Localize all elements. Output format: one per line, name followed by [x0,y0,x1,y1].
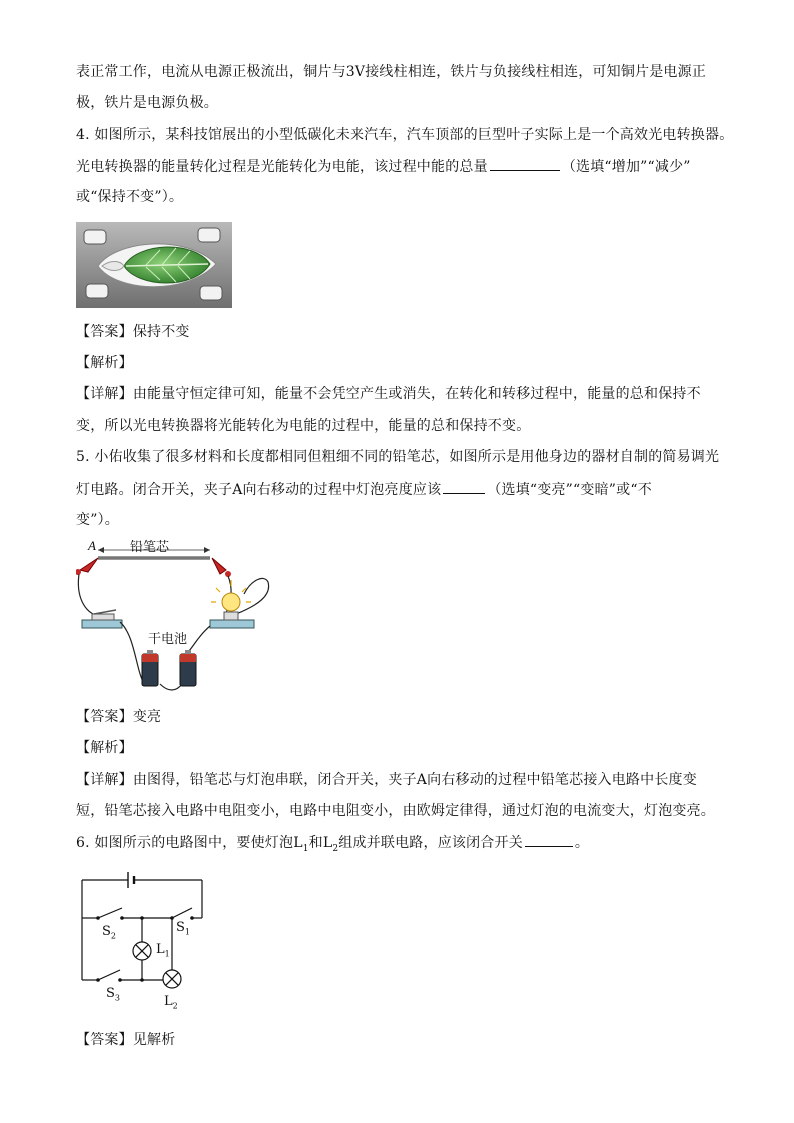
q6-stem-text-c: 组成并联电路，应该闭合开关 [338,835,523,851]
battery-label: 干电池 [148,632,188,647]
q4-answer-line [76,322,190,342]
q4-detail-line-1 [76,384,701,404]
lamp-l1-label: $L_1$ [156,942,170,959]
q5-stem-text-b: （选填“变亮”“变暗”或“不 [487,482,652,498]
q5-detail-line-1 [76,770,697,790]
q4-detail-text: 由能量守恒定律可知，能量不会凭空产生或消失，在转化和转移过程中，能量的总和保持不 [132,386,701,402]
q6-answer: 见解析 [132,1032,176,1048]
q4-detail-line-2: 变，所以光电转换器将光能转化为电能的过程中，能量的总和保持不变。 [76,418,531,434]
q5-analysis-tag: 【解析】 [76,740,133,756]
q4-stem-text-b: （选填“增加”“减少” [561,159,691,175]
q5-stem-line-1: 5. 小佑收集了很多材料和长度都相同但粗细不同的铅笔芯，如图所示是用他身边的器材自制的简易调光 [76,449,720,465]
detail-tag: 【详解】 [76,772,133,788]
answer-tag: 【答案】 [76,1032,133,1048]
q4-stem-line-3: 或“保持不变”）。 [76,189,184,205]
q6-answer-blank[interactable] [525,832,573,847]
circuit-drawing [76,866,216,1016]
q6-stem-line [76,832,589,859]
detail-tag: 【详解】 [76,386,133,402]
q5-answer-line [76,707,161,727]
answer-tag: 【答案】 [76,709,133,725]
answer-tag: 【答案】 [76,324,133,340]
parallel-circuit-diagram [76,866,216,1016]
q5-answer: 变亮 [132,709,162,725]
switch-s2-label: $S_2$ [102,924,116,941]
clip-a-label: A [88,538,96,553]
q4-stem-text-a: 光电转换器的能量转化过程是光能转化为电能，该过程中能的总量 [76,159,488,175]
q3-text-line-1: 表正常工作，电流从电源正极流出，铜片与3V接线柱相连，铁片与负接线柱相连，可知铜片是电源正 [76,64,707,80]
q6-stem-text-b: 和L [308,835,333,851]
q5-stem-line-2 [76,479,652,500]
dimmer-circuit-figure [76,536,276,692]
leaf-car-image [76,222,232,308]
lamp-l2-label: $L_2$ [164,994,178,1011]
q6-stem-text-d: 。 [574,835,590,851]
q6-stem-text-a: 6. 如图所示的电路图中，要使灯泡L [76,835,303,851]
q5-detail-line-2: 短，铅笔芯接入电路中电阻变小，电路中电阻变小，由欧姆定律得，通过灯泡的电流变大，灯泡变亮。 [76,803,715,819]
q4-answer: 保持不变 [132,324,190,340]
q5-stem-line-3: 变”）。 [76,512,119,528]
switch-s3-label: $S_3$ [106,986,120,1003]
switch-s1-label: $S_1$ [176,920,190,937]
pencil-lead-label: 铅笔芯 [130,540,170,555]
q6-stem-sub-1: 1 [302,843,309,854]
dimmer-circuit-drawing [76,536,276,692]
q5-detail-text: 由图得，铅笔芯与灯泡串联，闭合开关，夹子A向右移动的过程中铅笔芯接入电路中长度变 [132,772,697,788]
q5-stem-text-a: 灯电路。闭合开关，夹子A向右移动的过程中灯泡亮度应该 [76,482,442,498]
q3-text-line-2: 极，铁片是电源负极。 [76,95,218,111]
q4-answer-blank[interactable] [490,156,560,171]
q4-analysis-tag: 【解析】 [76,355,133,371]
q4-stem-line-1: 4. 如图所示，某科技馆展出的小型低碳化未来汽车，汽车顶部的巨型叶子实际上是一个高效光电转换器。 [76,127,734,143]
q4-stem-line-2 [76,156,691,177]
q5-answer-blank[interactable] [443,479,485,494]
q6-stem-sub-2: 2 [332,843,339,854]
q6-answer-line [76,1030,175,1050]
